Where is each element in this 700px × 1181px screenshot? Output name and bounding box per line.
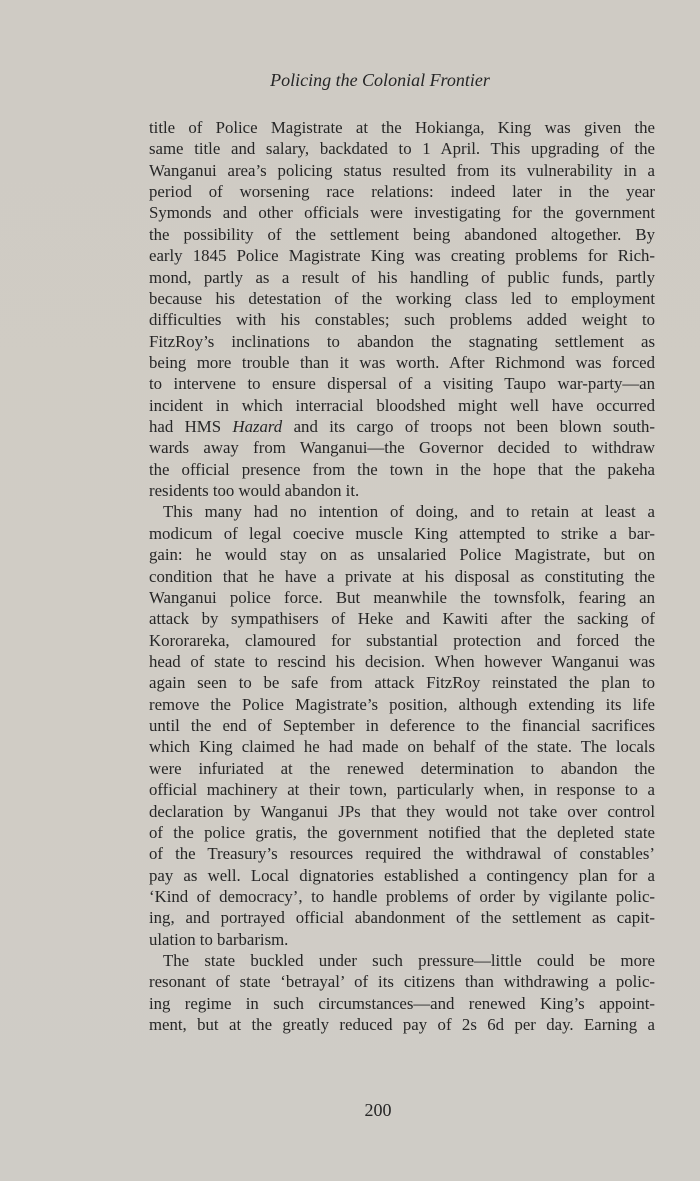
- text-segment: had HMS: [149, 417, 233, 437]
- paragraph: [149, 501, 655, 950]
- text-line: because his detestation of the working class led to employment: [149, 288, 655, 308]
- text-line: residents too would abandon it.: [149, 481, 360, 501]
- text-line: modicum of legal coecive muscle King attempted to strike a bar-: [149, 523, 655, 543]
- text-line: Kororareka, clamoured for substantial protection and forced the: [149, 630, 655, 650]
- text-segment: and its cargo of troops not been blown south-: [282, 417, 655, 437]
- text-line: Symonds and other officials were investigating for the government: [149, 203, 655, 223]
- running-head: Policing the Colonial Frontier: [270, 70, 490, 90]
- text-line: gain: he would stay on as unsalaried Police Magistrate, but on: [149, 545, 655, 565]
- text-line: early 1845 Police Magistrate King was creating problems for Rich-: [149, 246, 655, 266]
- text-line: being more trouble than it was worth. After Richmond was forced: [149, 352, 655, 372]
- text-line: of the Treasury’s resources required the withdrawal of constables’: [149, 844, 655, 864]
- text-line: same title and salary, backdated to 1 April. This upgrading of the: [149, 139, 655, 159]
- text-line: declaration by Wanganui JPs that they would not take over control: [149, 801, 655, 821]
- text-line: official machinery at their town, particularly when, in response to a: [149, 780, 655, 800]
- text-line: ment, but at the greatly reduced pay of 2s 6d per day. Earning a: [149, 1015, 655, 1035]
- text-line: ing regime in such circumstances—and renewed King’s appoint-: [149, 993, 655, 1013]
- text-line: again seen to be safe from attack FitzRoy reinstated the plan to: [149, 673, 655, 693]
- text-line: pay as well. Local dignatories established a contingency plan for a: [149, 865, 655, 885]
- text-line: title of Police Magistrate at the Hokianga, King was given the: [149, 118, 655, 137]
- text-line: the possibility of the settlement being abandoned altogether. By: [149, 224, 655, 244]
- text-line: remove the Police Magistrate’s position, although extending its life: [149, 694, 655, 714]
- text-line: ‘Kind of democracy’, to handle problems of order by vigilante polic-: [149, 886, 655, 906]
- text-line: wards away from Wanganui—the Governor decided to withdraw: [149, 438, 655, 458]
- paragraph: [149, 950, 655, 1035]
- text-line: FitzRoy’s inclinations to abandon the stagnating settlement as: [149, 331, 655, 351]
- text-line: of the police gratis, the government notified that the depleted state: [149, 822, 655, 842]
- text-line: until the end of September in deference to the financial sacrifices: [149, 716, 655, 736]
- text-line: period of worsening race relations: indeed later in the year: [149, 182, 655, 202]
- text-line: Wanganui area’s policing status resulted from its vulnerability in a: [149, 160, 655, 180]
- page-number: 200: [364, 1100, 392, 1120]
- text-line: The state buckled under such pressure—little could be more: [163, 951, 655, 971]
- text-line: resonant of state ‘betrayal’ of its citizens than withdrawing a polic-: [149, 972, 655, 992]
- ship-name-italic: Hazard: [232, 417, 283, 437]
- text-line: ulation to barbarism.: [149, 929, 289, 949]
- text-line: which King claimed he had made on behalf of the state. The locals: [149, 737, 655, 757]
- text-line: [149, 416, 655, 437]
- body-text: [149, 117, 655, 1035]
- text-line: to intervene to ensure dispersal of a visiting Taupo war-party—an: [149, 374, 655, 394]
- text-line: the official presence from the town in the hope that the pakeha: [149, 459, 655, 479]
- text-line: This many had no intention of doing, and to retain at least a: [163, 502, 655, 522]
- text-line: incident in which interracial bloodshed might well have occurred: [149, 395, 655, 415]
- text-line: mond, partly as a result of his handling of public funds, partly: [149, 267, 655, 287]
- text-line: condition that he have a private at his disposal as constituting the: [149, 566, 655, 586]
- text-line: head of state to rescind his decision. When however Wanganui was: [149, 651, 655, 671]
- text-line: difficulties with his constables; such problems added weight to: [149, 310, 655, 330]
- text-line: ing, and portrayed official abandonment of the settlement as capit-: [149, 908, 655, 928]
- text-line: Wanganui police force. But meanwhile the townsfolk, fearing an: [149, 587, 655, 607]
- paragraph: [149, 117, 655, 501]
- text-line: were infuriated at the renewed determination to abandon the: [149, 758, 655, 778]
- text-line: attack by sympathisers of Heke and Kawiti after the sacking of: [149, 609, 655, 629]
